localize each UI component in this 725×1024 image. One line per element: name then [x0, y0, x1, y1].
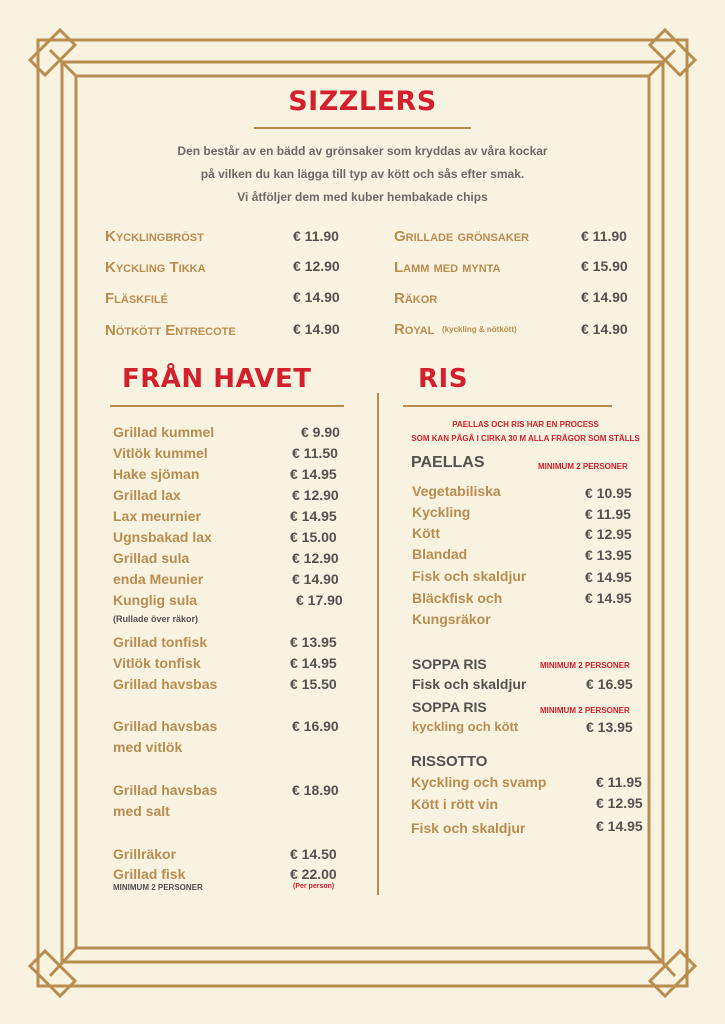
menu-item-price: € 14.50: [290, 846, 337, 862]
menu-item-name: Grillad havsbas: [113, 676, 218, 692]
menu-item-price: € 11.95: [596, 774, 642, 790]
menu-item-name: Grillad lax: [113, 487, 181, 503]
sizzlers-intro: [0, 140, 725, 209]
rissotto-heading: RISSOTTO: [411, 753, 488, 770]
menu-item-name: Grillad fisk: [113, 866, 186, 882]
ris-underline: [403, 405, 612, 407]
menu-item-name: Grillräkor: [113, 846, 177, 862]
menu-item-name: Grillad kummel: [113, 424, 215, 440]
menu-item-name: Hake sjöman: [113, 466, 200, 482]
menu-item-price: € 16.95: [586, 676, 633, 692]
menu-item-name: Vitlök kummel: [113, 445, 208, 461]
menu-item-name: Bläckfisk och: [412, 590, 503, 606]
menu-item-price: € 14.95: [596, 818, 643, 834]
menu-item-name: Grillad tonfisk: [113, 634, 208, 650]
menu-item-name: Kött: [412, 525, 440, 541]
menu-item-name: Kunglig sula: [113, 592, 197, 608]
menu-item-price: € 14.90: [293, 289, 340, 305]
soppa-ris-heading: SOPPA RIS: [412, 699, 487, 715]
menu-item-price: € 13.95: [585, 547, 632, 563]
menu-item-price: € 14.95: [290, 466, 337, 482]
menu-item-name: Grillade grönsaker: [394, 228, 530, 245]
menu-item-price: € 14.90: [581, 321, 628, 337]
menu-item-name: Kyckling och svamp: [411, 774, 547, 790]
menu-item-name: Fläskfilé: [105, 290, 168, 307]
menu-item-price: € 11.90: [293, 228, 339, 244]
menu-item-price: € 14.90: [293, 321, 340, 337]
menu-item-name: enda Meunier: [113, 571, 204, 587]
menu-item-price: € 14.95: [585, 590, 632, 606]
menu-item-price: € 13.95: [586, 719, 633, 735]
menu-item-name: Kyckling Tikka: [105, 259, 206, 276]
ris-title: RIS: [418, 364, 468, 394]
menu-item-price: € 11.90: [581, 228, 627, 244]
menu-item-price: € 15.90: [581, 258, 628, 274]
fran-havet-title: FRÅN HAVET: [122, 364, 312, 394]
menu-item-price: € 14.95: [290, 508, 337, 524]
menu-item-price: € 9.90: [301, 424, 340, 440]
menu-item-name: Kungsräkor: [412, 611, 491, 627]
sizzlers-intro-line: på vilken du kan lägga till typ av kött och sås efter smak.: [200, 167, 525, 181]
menu-item-name: Fisk och skaldjur: [412, 676, 527, 692]
menu-item-price: € 11.50: [292, 445, 338, 461]
menu-item-name: Fisk och skaldjur: [411, 820, 526, 836]
menu-item-price: € 13.95: [290, 634, 337, 650]
menu-item-price: € 10.95: [585, 485, 632, 501]
menu-item-name: Vitlök tonfisk: [113, 655, 201, 671]
menu-item-note: (kyckling & nötkött): [442, 325, 517, 334]
menu-item-price: € 14.95: [585, 569, 632, 585]
menu-item-price: € 12.90: [292, 550, 339, 566]
menu-item-name: Kött i rött vin: [411, 796, 499, 812]
menu-item-price: € 22.00: [290, 866, 337, 882]
ris-process-note-line: PAELLAS OCH RIS HAR EN PROCESS: [452, 420, 599, 429]
menu-item-price: € 18.90: [292, 782, 339, 798]
menu-item-name: Vegetabiliska: [412, 483, 501, 499]
menu-item-name: Lax meurnier: [113, 508, 201, 524]
menu-item-price: € 12.90: [292, 487, 339, 503]
menu-item-name: Grillad havsbas: [113, 718, 218, 734]
menu-item-name: Kycklingbröst: [105, 228, 204, 245]
menu-item-note: MINIMUM 2 PERSONER: [113, 883, 203, 892]
menu-item-price: € 12.95: [596, 795, 643, 811]
menu-item-name: Blandad: [412, 546, 468, 562]
sizzlers-title: SIZZLERS: [288, 86, 437, 117]
ris-process-note: [403, 418, 648, 446]
menu-item-name: Kyckling: [412, 504, 471, 520]
menu-item-name: med vitlök: [113, 739, 183, 755]
menu-item-name: Grillad sula: [113, 550, 190, 566]
menu-item-price: € 12.95: [585, 526, 632, 542]
menu-item-price: € 11.95: [585, 506, 631, 522]
menu-item-price: € 14.95: [290, 655, 337, 671]
menu-item-name: med salt: [113, 803, 170, 819]
menu-item-price: € 15.00: [290, 529, 337, 545]
menu-item-name: kyckling och kött: [412, 719, 519, 734]
sizzlers-intro-line: Den består av en bädd av grönsaker som kryddas av våra kockar: [177, 144, 548, 158]
sizzlers-intro-line: Vi åtföljer dem med kuber hembakade chips: [237, 190, 488, 204]
menu-item-name: Royal: [394, 321, 435, 338]
fran-havet-underline: [110, 405, 344, 407]
soppa-ris-minimum: MINIMUM 2 PERSONER: [540, 661, 630, 670]
menu-item-price: € 17.90: [296, 592, 343, 608]
soppa-ris-minimum: MINIMUM 2 PERSONER: [540, 706, 630, 715]
menu-item-price: € 12.90: [293, 258, 340, 274]
ris-process-note-line: SOM KAN PÅGÅ I CIRKA 30 M ALLA FRÅGOR SOM STÄLLS: [411, 434, 640, 443]
menu-item-name: Räkor: [394, 290, 438, 307]
menu-item-price: € 16.90: [292, 718, 339, 734]
menu-item-name: Lamm med mynta: [394, 259, 501, 276]
paellas-heading: PAELLAS: [411, 454, 485, 471]
column-divider: [377, 393, 379, 895]
menu-item-note: (Rullade över räkor): [113, 614, 199, 624]
paellas-minimum: MINIMUM 2 PERSONER: [538, 462, 628, 471]
soppa-ris-heading: SOPPA RIS: [412, 656, 487, 672]
menu-item-price: € 15.50: [290, 676, 337, 692]
menu-item-price: € 14.90: [581, 289, 628, 305]
menu-item-name: Fisk och skaldjur: [412, 568, 527, 584]
sizzlers-underline: [254, 127, 471, 129]
menu-item-price: € 14.90: [292, 571, 339, 587]
menu-item-name: Nötkött Entrecote: [105, 322, 236, 339]
menu-item-note: (Per person): [293, 883, 335, 890]
menu-item-name: Ugnsbakad lax: [113, 529, 212, 545]
menu-item-name: Grillad havsbas: [113, 782, 218, 798]
